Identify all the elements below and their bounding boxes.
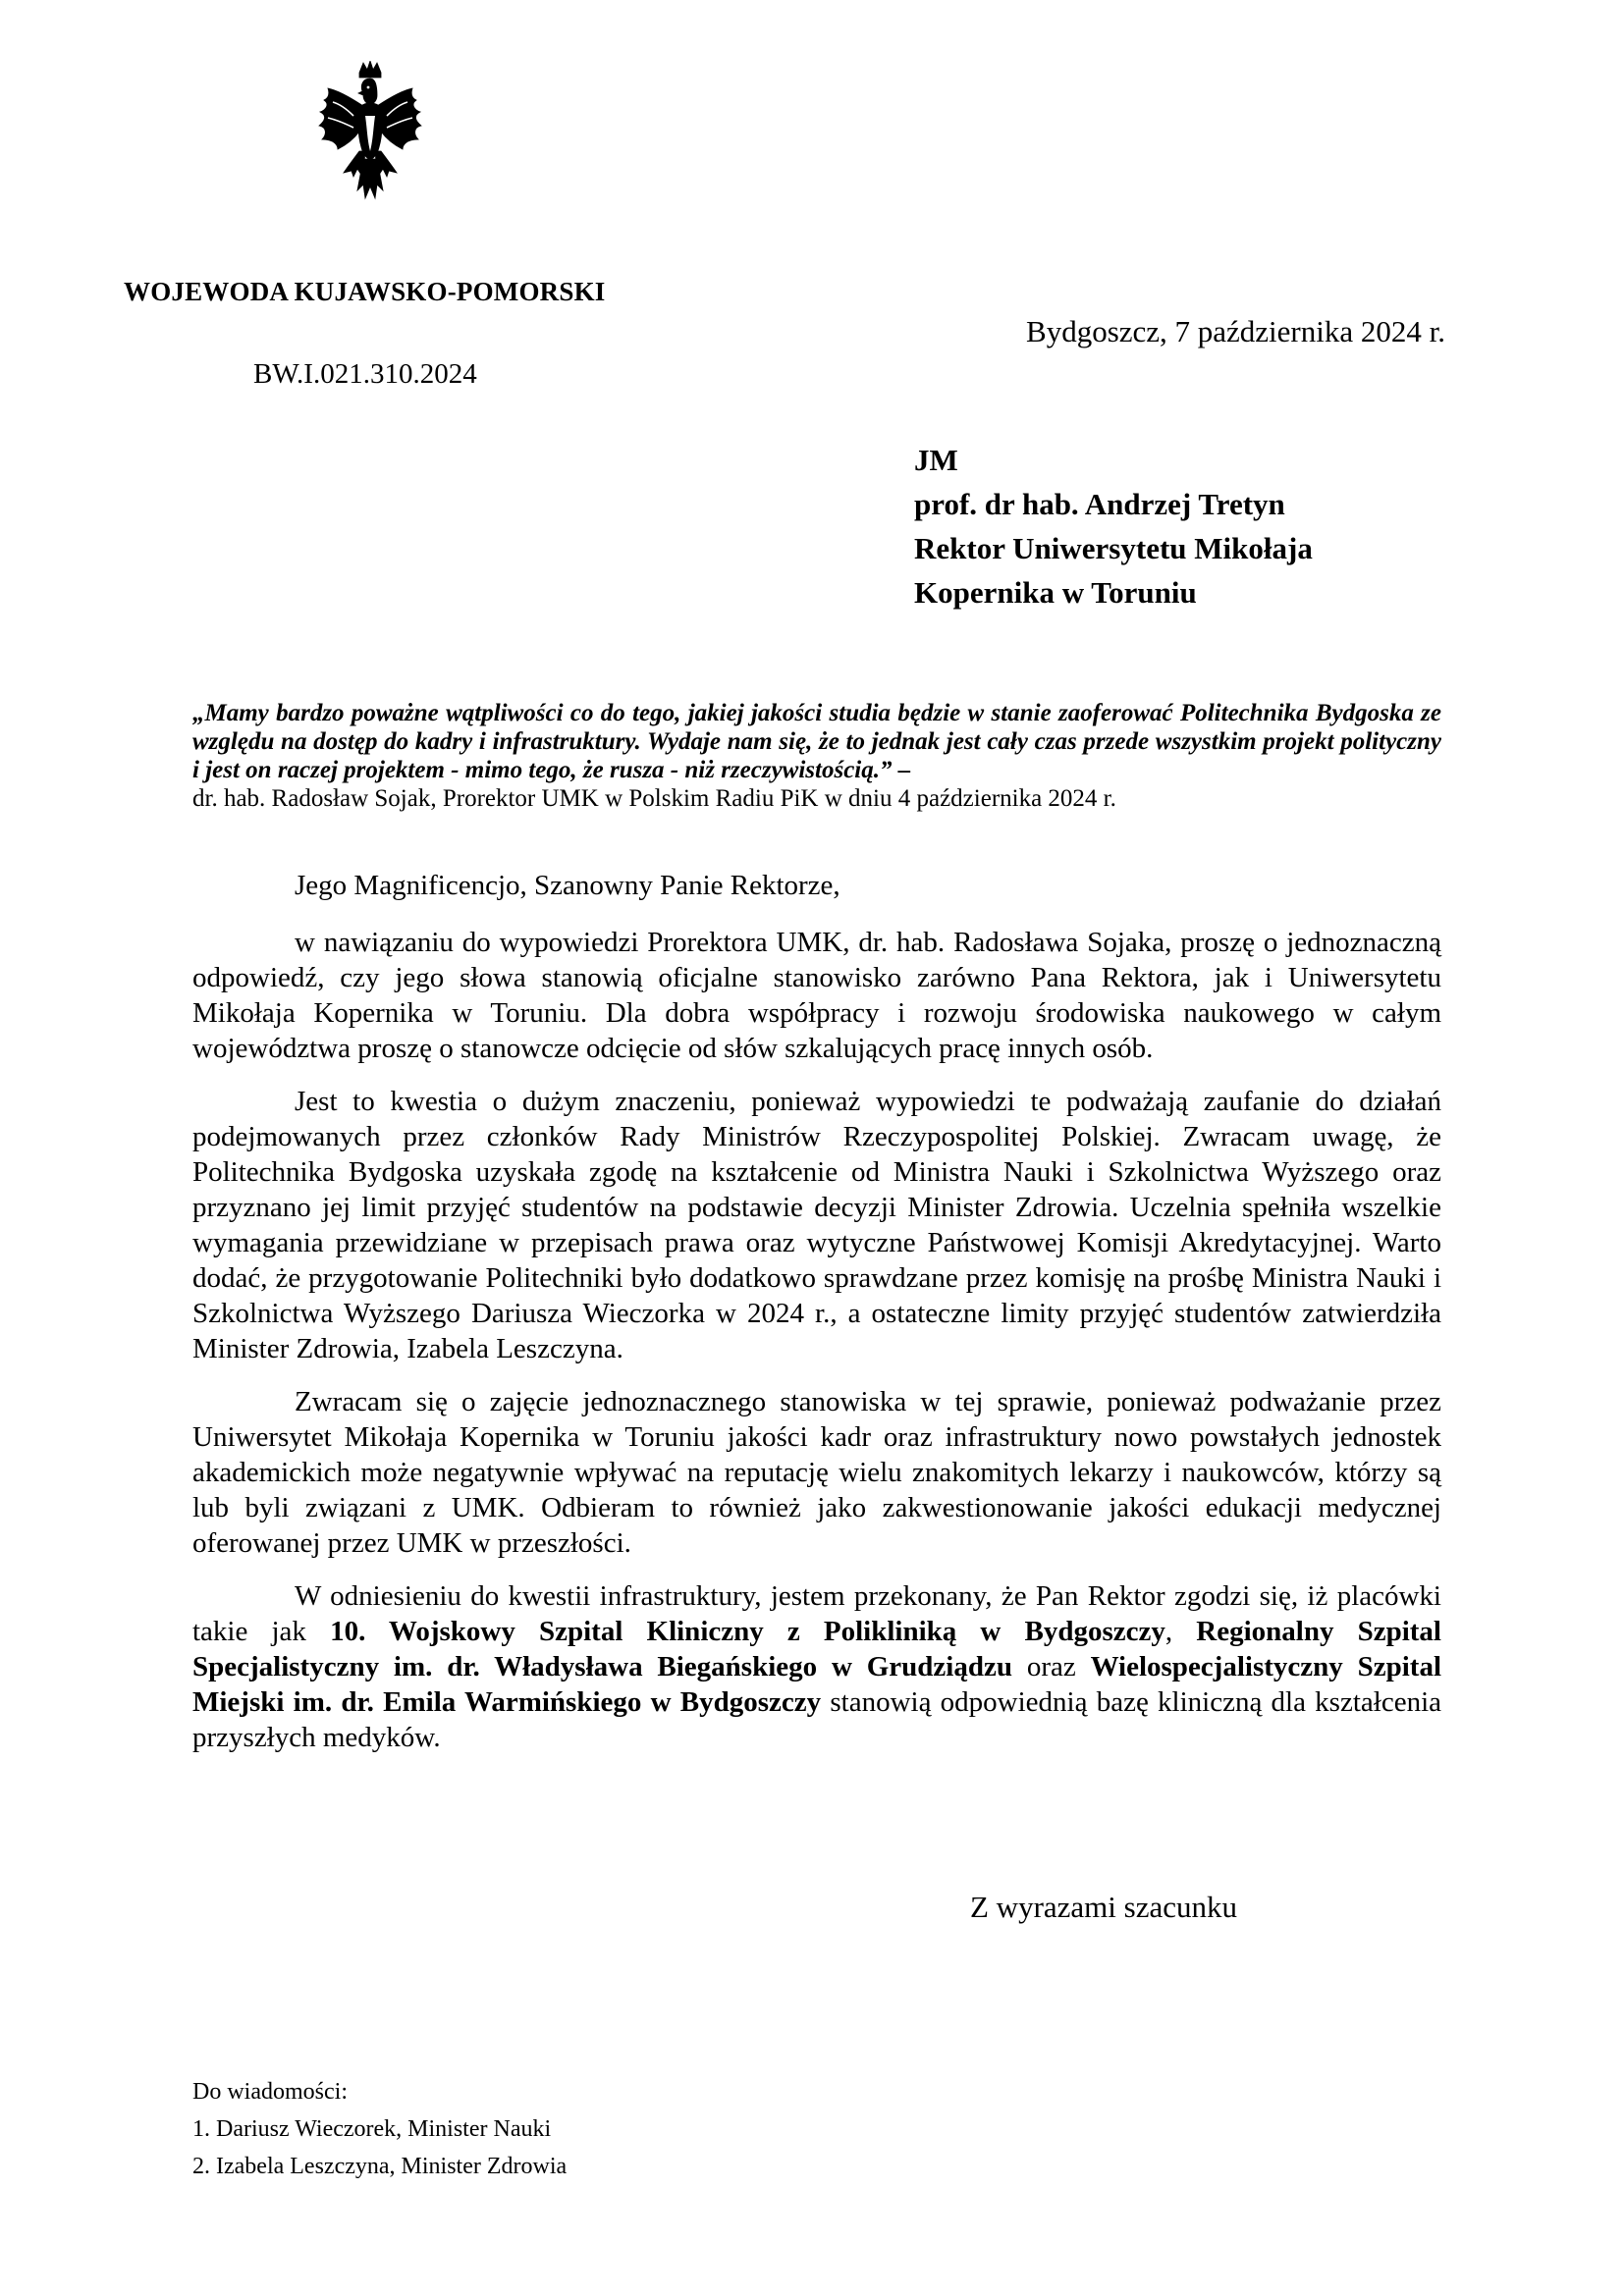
paragraph-4-text: stanowią odpowiednią bazę kliniczną dla kształcenia przyszłych medyków. [192, 1686, 1441, 1753]
cc-item: 2. Izabela Leszczyna, Minister Zdrowia [192, 2154, 568, 2179]
paragraph-4-text: oraz [1012, 1651, 1091, 1682]
paragraph-1: w nawiązaniu do wypowiedzi Prorektora UMK, dr. hab. Radosława Sojaka, proszę o jednoznaczną odpowiedź, czy jego słowa stanowią oficjalne stanowisko zarówno Pana Rektora, jak i Uniwersytetu Mikołaja Kopernika w Toruniu. Dla dobra współpracy i rozwoju środowiska naukowego w całym województwa proszę o stanowcze odcięcie od słów szkalujących pracę innych osób. [192, 927, 1441, 1064]
polish-eagle-emblem-icon [316, 61, 424, 206]
recipient-line: JM [914, 443, 958, 477]
quote-source: dr. hab. Radosław Sojak, Prorektor UMK w Polskim Radiu PiK w dniu 4 października 2024 r. [192, 785, 1116, 812]
hospital-name-3: Wielospecjalistyczny Szpital Miejski im. dr. Emila Warmińskiego w Bydgoszczy [192, 1651, 1441, 1718]
paragraph-4-text: , [1164, 1616, 1197, 1647]
issuer-name: WOJEWODA KUJAWSKO-POMORSKI [124, 277, 606, 306]
reference-number: BW.I.021.310.2024 [253, 358, 477, 390]
place-and-date: Bydgoszcz, 7 października 2024 r. [1026, 314, 1445, 348]
cc-title: Do wiadomości: [192, 2079, 348, 2105]
paragraph-3: Zwracam się o zajęcie jednoznacznego stanowiska w tej sprawie, ponieważ podważanie przez Uniwersytet Mikołaja Kopernika w Toruniu jakości kadr oraz infrastruktury nowo powstałych jednostek akademickich może negatywnie wpływać na reputację wielu znakomitych lekarzy i naukowców, którzy są lub byli związani z UMK. Odbieram to również jako zakwestionowanie jakości edukacji medycznej oferowanej przez UMK w przeszłości. [192, 1386, 1441, 1559]
epigraph-quote [192, 699, 1441, 813]
letter-body [192, 868, 1441, 1773]
recipient-line: Rektor Uniwersytetu Mikołaja [914, 531, 1313, 565]
hospital-name-2: Regionalny Szpital Specjalistyczny im. dr. Władysława Biegańskiego w Grudziądzu [192, 1616, 1441, 1682]
quote-text: „Mamy bardzo poważne wątpliwości co do tego, jakiej jakości studia będzie w stanie zaoferować Politechnika Bydgoska ze względu na dostęp do kadry i infrastruktury. Wydaje nam się, że to jednak jest cały czas przede wszystkim projekt polityczny i jest on raczej projektem - mimo tego, że rusza - niż rzeczywistością.” – [192, 700, 1441, 783]
copy-recipients [192, 2073, 567, 2185]
cc-item: 1. Dariusz Wieczorek, Minister Nauki [192, 2116, 552, 2142]
hospital-name-1: 10. Wojskowy Szpital Kliniczny z Polikliniką w Bydgoszczy [330, 1616, 1165, 1647]
closing-phrase: Z wyrazami szacunku [970, 1890, 1237, 1924]
recipient-address [914, 438, 1313, 614]
paragraph-4 [192, 1578, 1441, 1755]
paragraph-2: Jest to kwestia o dużym znaczeniu, ponieważ wypowiedzi te podważają zaufanie do działań podejmowanych przez członków Rady Ministrów Rzeczypospolitej Polskiej. Zwracam uwagę, że Politechnika Bydgoska uzyskała zgodę na kształcenie od Ministra Nauki i Szkolnictwa Wyższego oraz przyznano jej limit przyjęć studentów na podstawie decyzji Minister Zdrowia. Uczelnia spełniła wszelkie wymagania przewidziane w przepisach prawa oraz wytyczne Państwowej Komisji Akredytacyjnej. Warto dodać, że przygotowanie Politechniki było dodatkowo sprawdzane przez komisję na prośbę Ministra Nauki i Szkolnictwa Wyższego Dariusza Wieczorka w 2024 r., a ostateczne limity przyjęć studentów zatwierdziła Minister Zdrowia, Izabela Leszczyna. [192, 1086, 1441, 1364]
paragraph-4-text: W odniesieniu do kwestii infrastruktury, jestem przekonany, że Pan Rektor zgodzi się, iż placówki takie jak [192, 1580, 1441, 1647]
salutation: Jego Magnificencjo, Szanowny Panie Rektorze, [295, 870, 840, 901]
recipient-line: Kopernika w Toruniu [914, 575, 1197, 610]
recipient-line: prof. dr hab. Andrzej Tretyn [914, 487, 1285, 521]
